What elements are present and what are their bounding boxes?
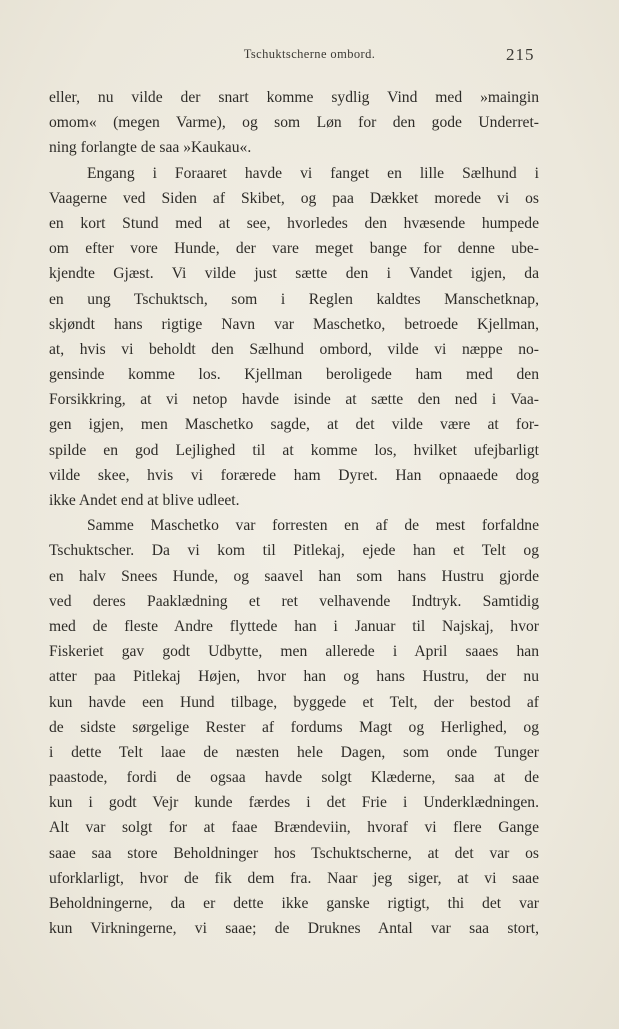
running-title: Tschuktscherne ombord. — [243, 47, 376, 61]
text-line: Beholdningerne, da er dette ikke ganske rigtigt, thi det var — [49, 895, 539, 912]
page-number: 215 — [506, 45, 535, 64]
text-line: om efter vore Hunde, der vare meget bange for denne ube- — [49, 240, 539, 258]
text-line: ved deres Paaklædning et ret velhavende Indtryk. Samtidig — [49, 592, 539, 610]
text-line: uforklarligt, hvor de fik dem fra. Naar jeg siger, at vi saae — [49, 869, 539, 887]
text-line: Alt var solgt for at faae Brændeviin, hvoraf vi flere Gange — [49, 819, 539, 837]
text-line: ning forlangte de saa »Kaukau«. — [49, 139, 252, 157]
body-text — [49, 85, 539, 941]
text-line: Vaagerne ved Siden af Skibet, og paa Dækket morede vi os — [49, 189, 539, 207]
text-line: omom« (megen Varme), og som Løn for den gode Underret- — [49, 114, 539, 132]
text-line: Fiskeriet gav godt Udbytte, men allerede i April saaes han — [49, 643, 539, 661]
text-line: at, hvis vi beholdt den Sælhund ombord, vilde vi næppe no- — [49, 340, 539, 358]
text-line: en ung Tschuktsch, som i Reglen kaldtes Manschetknap, — [49, 290, 539, 308]
text-line: Engang i Foraaret havde vi fanget en lille Sælhund i — [87, 164, 539, 182]
running-head — [0, 44, 619, 64]
text-line: paastode, fordi de ogsaa havde solgt Klæderne, saa at de — [49, 769, 539, 787]
text-line: vilde skee, hvis vi forærede ham Dyret. Han opnaaede dog — [49, 466, 539, 484]
text-line: ikke Andet end at blive udleet. — [49, 492, 240, 509]
text-line: kun havde een Hund tilbage, byggede et Telt, der bestod af — [49, 693, 539, 711]
text-line: kun Virkningerne, vi saae; de Druknes Antal var saa stort, — [49, 920, 539, 938]
text-line: Samme Maschetko var forresten en af de mest forfaldne — [87, 517, 539, 535]
text-line: en halv Snees Hunde, og saavel han som hans Hustru gjorde — [49, 567, 539, 585]
text-line: gensinde komme los. Kjellman beroligede ham med den — [49, 366, 539, 384]
text-line: de sidste sørgelige Rester af fordums Magt og Herlighed, og — [49, 718, 539, 736]
text-line: Tschuktscher. Da vi kom til Pitlekaj, ejede han et Telt og — [49, 542, 539, 560]
text-line: gen igjen, men Maschetko sagde, at det vilde være at for- — [49, 416, 539, 434]
text-line: skjøndt hans rigtige Navn var Maschetko, betroede Kjellman, — [49, 315, 539, 333]
text-line: kjendte Gjæst. Vi vilde just sætte den i Vandet igjen, da — [49, 265, 539, 283]
text-line: atter paa Pitlekaj Højen, hvor han og hans Hustru, der nu — [49, 668, 539, 686]
text-line: Forsikkring, at vi netop havde isinde at sætte den ned i Vaa- — [49, 391, 539, 409]
text-line: spilde en god Lejlighed til at komme los, hvilket ufejbarligt — [49, 441, 539, 459]
text-line: kun i godt Vejr kunde færdes i det Frie i Underklædningen. — [49, 794, 539, 812]
text-line: med de fleste Andre flyttede han i Januar til Najskaj, hvor — [49, 617, 539, 635]
text-line: i dette Telt laae de næsten hele Dagen, som onde Tunger — [49, 743, 539, 761]
text-line: en kort Stund med at see, hvorledes den hvæsende humpede — [49, 214, 539, 232]
text-line: eller, nu vilde der snart komme sydlig Vind med »maingin — [49, 89, 539, 106]
text-line: saae saa store Beholdninger hos Tschuktscherne, at det var os — [49, 844, 539, 862]
